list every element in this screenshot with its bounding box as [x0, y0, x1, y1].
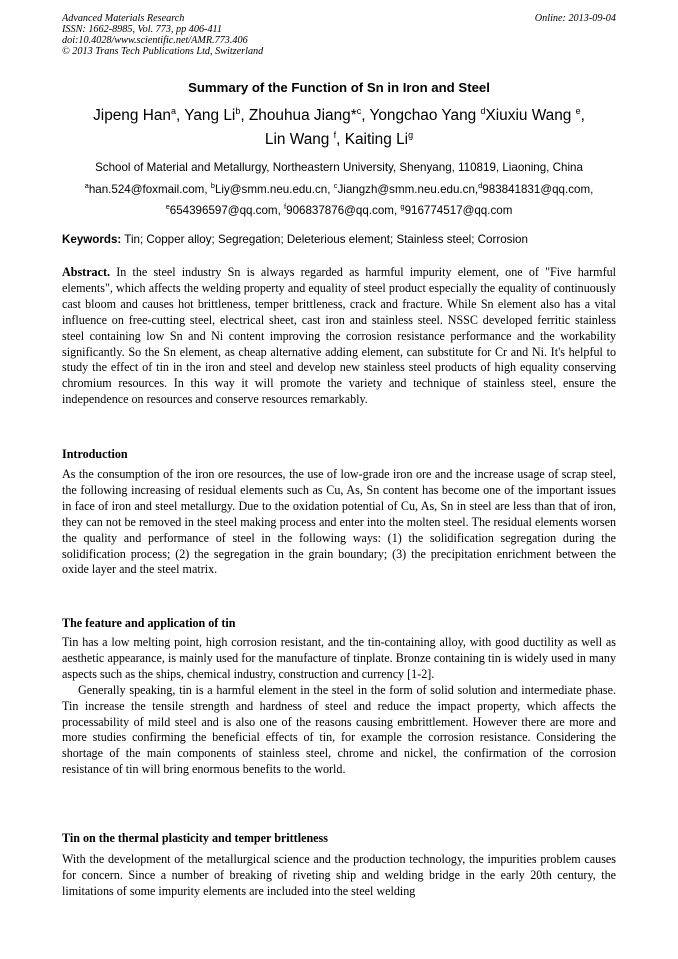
- abstract-text: In the steel industry Sn is always regarded as harmful impurity element, one of "Five harmful elements", which affects the welding property and equality of steel product especially the equality of continuously cast bloom and causes hot brittleness, temper brittleness, crack and fracture. While Sn element also has a vital influence on free-cutting steel, electrical sheet, cast iron and stainless steel. NSSC developed ferritic stainless steel containing low Sn and Ni content improving the corrosion resistance performance and the workability significantly. So the Sn element, as cheap alternative adding element, can substitute for Cr and Ni. It's helpful to study the effect of tin in the iron and steel and develop new stainless steel products of high equality conserving chromium resources. In this way it will promote the variety and technique of stainless steel, ensure the independence on resources and conserve resources remarkably.: [62, 265, 617, 407]
- email-line-1: [62, 179, 616, 201]
- email-line-2: [62, 200, 616, 222]
- paragraph: Tin has a low melting point, high corrosion resistant, and the tin-containing alloy, with good ductility as well as aesthetic appearance, is mainly used for the manufacture of tinplate. Bronze containing tin is widely used in many aspects such as the ships, chemical industry, construction and currency [1-2].: [62, 635, 616, 681]
- author-line-1: [62, 104, 616, 128]
- abstract-label: Abstract.: [62, 265, 111, 279]
- email-sup: d: [478, 180, 483, 190]
- author-name: Jipeng Han: [93, 107, 171, 124]
- author-line-2: [62, 128, 616, 152]
- email-sup: g: [400, 202, 405, 212]
- paper-title: Summary of the Function of Sn in Iron and Steel: [188, 80, 490, 95]
- paragraph: Generally speaking, tin is a harmful element in the steel in the form of solid solution and intermediate phase. Tin increase the tensile strength and hardness of steel and reduce the impact property, which affects the processability of mild steel and is also one of the reasons causing embrittlement. However there are more and more studies confirming the beneficial effects of tin, for example the corrosion resistance. Considering the shortage of the main components of stainless steel, chrome and nickel, the confirmation of the corrosion resistance of tin will bring enormous benefits to the world.: [62, 682, 616, 777]
- email-address[interactable]: han.524@foxmail.com,: [88, 182, 211, 196]
- doi-line[interactable]: doi:10.4028/www.scientific.net/AMR.773.406: [62, 34, 248, 46]
- section-heading: Tin on the thermal plasticity and temper brittleness: [62, 831, 328, 845]
- author-sup: c: [356, 105, 362, 116]
- author-separator: ,: [175, 107, 185, 124]
- author-name: Yongchao Yang: [369, 107, 481, 124]
- author-separator: ,: [361, 107, 370, 124]
- online-date: Online: 2013-09-04: [534, 13, 616, 24]
- email-address[interactable]: 906837876@qq.com,: [286, 204, 401, 217]
- author-name: Lin Wang: [264, 131, 334, 148]
- section-thermal: [62, 852, 616, 900]
- section-feature: [62, 635, 616, 778]
- keywords-label: Keywords:: [62, 233, 122, 246]
- email-sup: e: [165, 202, 170, 212]
- author-sup: a: [170, 105, 176, 116]
- author-separator: ,: [580, 107, 585, 124]
- keywords: [62, 233, 616, 246]
- author-name: Zhouhua Jiang*: [248, 107, 357, 124]
- journal-name: Advanced Materials Research: [62, 13, 185, 24]
- author-sup: b: [235, 105, 241, 116]
- abstract: [62, 265, 616, 408]
- author-name: Xiuxiu Wang: [485, 107, 576, 124]
- section-introduction: [62, 467, 616, 578]
- author-list: [62, 104, 616, 152]
- affiliation: School of Material and Metallurgy, Northeastern University, Shenyang, 110819, Liaoning, China: [95, 161, 583, 174]
- email-address[interactable]: 654396597@qq.com,: [169, 204, 285, 217]
- author-sup: d: [480, 105, 486, 116]
- email-sup: b: [210, 180, 215, 190]
- keywords-text: Tin; Copper alloy; Segregation; Deleterious element; Stainless steel; Corrosion: [124, 233, 528, 246]
- author-name: Kaiting Li: [344, 131, 409, 148]
- email-sup: f: [284, 202, 287, 212]
- email-address[interactable]: Jiangzh@smm.neu.edu.cn,: [337, 182, 479, 196]
- section-heading: The feature and application of tin: [62, 616, 236, 630]
- copyright-line: © 2013 Trans Tech Publications Ltd, Switzerland: [62, 45, 264, 57]
- author-separator: ,: [336, 131, 345, 148]
- running-header: [62, 14, 616, 58]
- author-sup: e: [575, 105, 581, 116]
- author-sup: g: [408, 129, 414, 140]
- section-heading: Introduction: [62, 447, 128, 461]
- author-sup: f: [333, 129, 337, 140]
- email-sup: a: [84, 180, 89, 190]
- affiliation-block: [62, 157, 616, 222]
- paragraph: With the development of the metallurgical science and the production technology, the impurities problem causes for concern. Since a number of breaking of riveting ship and welding bridge in the early 20th century, the limitations of some impurity elements are included into the steel welding: [62, 852, 616, 898]
- email-address[interactable]: 916774517@qq.com: [404, 204, 513, 217]
- author-separator: ,: [240, 107, 249, 124]
- email-address[interactable]: Liy@smm.neu.edu.cn,: [214, 182, 334, 196]
- paragraph: As the consumption of the iron ore resources, the use of low-grade iron ore and the increase usage of scrap steel, the following increasing of residual elements such as Cu, As, Sn content has become one of the important issues in face of iron and steel metallurgy. Due to the oxidation potential of Cu, As, Sn in steel are less than that of iron, they can not be removed in the steel making process and enter into the molten steel. The residual elements worsen the quality and performance of steel in the following ways: (1) the solidification segregation during the solidification process; (2) the segregation in the grain boundary; (3) the precipitation enrichment between the oxide layer and the steel matrix.: [62, 467, 616, 577]
- issn-line: ISSN: 1662-8985, Vol. 773, pp 406-411: [62, 23, 222, 35]
- email-address[interactable]: 983841831@qq.com,: [482, 182, 594, 196]
- email-sup: c: [333, 180, 338, 190]
- author-name: Yang Li: [184, 107, 236, 124]
